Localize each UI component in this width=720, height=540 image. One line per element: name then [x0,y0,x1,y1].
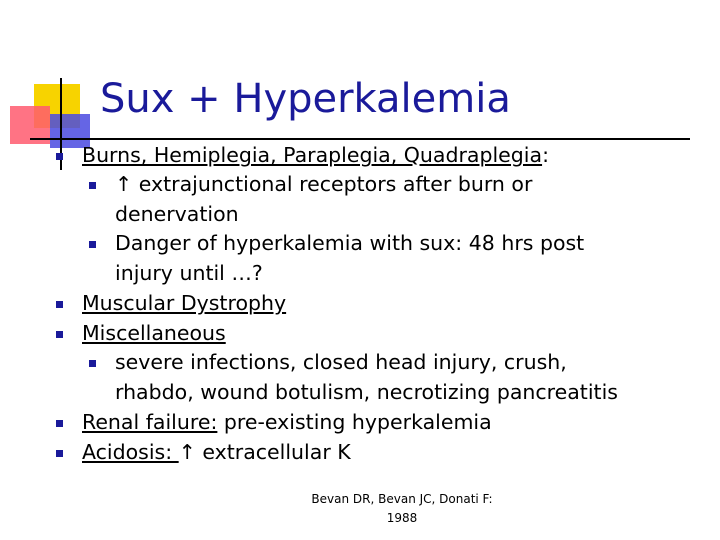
dystrophy-label: Muscular Dystrophy [82,291,287,315]
sub-bullet-receptors-cont [0,200,720,230]
bullet-square-icon [89,182,96,189]
sub-bullet-danger-cont [0,259,720,289]
citation-authors: Bevan DR, Bevan JC, Donati F: [311,492,493,506]
bullet-acidosis [0,437,720,467]
up-arrow-icon: ↑ [178,440,196,464]
bullet-burns [0,140,720,170]
danger-text-line2: injury until …? [115,260,263,285]
bullet-dystrophy [0,288,720,318]
acidosis-text: extracellular K [195,440,351,464]
bullet-misc [0,318,720,348]
citation-year: 1988 [386,511,418,525]
bullet-square-icon [56,420,63,427]
danger-text-line1: Danger of hyperkalemia with sux: 48 hrs post [115,231,585,255]
bullet-square-icon [56,301,63,308]
renal-text: pre-existing hyperkalemia [217,410,492,434]
sub-bullet-infections-cont [0,378,720,408]
bullet-square-icon [56,331,63,338]
bullet-square-icon [56,450,63,457]
receptors-text-line2: denervation [115,201,239,226]
citation [292,490,512,528]
bullet-square-icon [89,360,96,367]
bullet-square-icon [89,241,96,248]
misc-label: Miscellaneous [82,321,226,345]
bullet-renal [0,407,720,437]
renal-label: Renal failure: [82,410,218,434]
sub-bullet-receptors [0,170,720,200]
receptors-text-line1: extrajunctional receptors after burn or [138,172,533,196]
sub-bullet-infections [0,348,720,378]
infections-text-line2: rhabdo, wound botulism, necrotizing pancreatitis [115,379,618,404]
burns-label: Burns, Hemiplegia, Paraplegia, Quadraplegia [82,143,543,167]
infections-text-line1: severe infections, closed head injury, crush, [115,350,567,374]
burns-colon: : [542,143,549,167]
acidosis-label: Acidosis: [82,440,179,464]
up-arrow-icon: ↑ [115,172,133,196]
slide-content [0,140,720,467]
sub-bullet-danger [0,229,720,259]
slide-title: Sux + Hyperkalemia [100,76,511,122]
bullet-square-icon [56,153,63,160]
